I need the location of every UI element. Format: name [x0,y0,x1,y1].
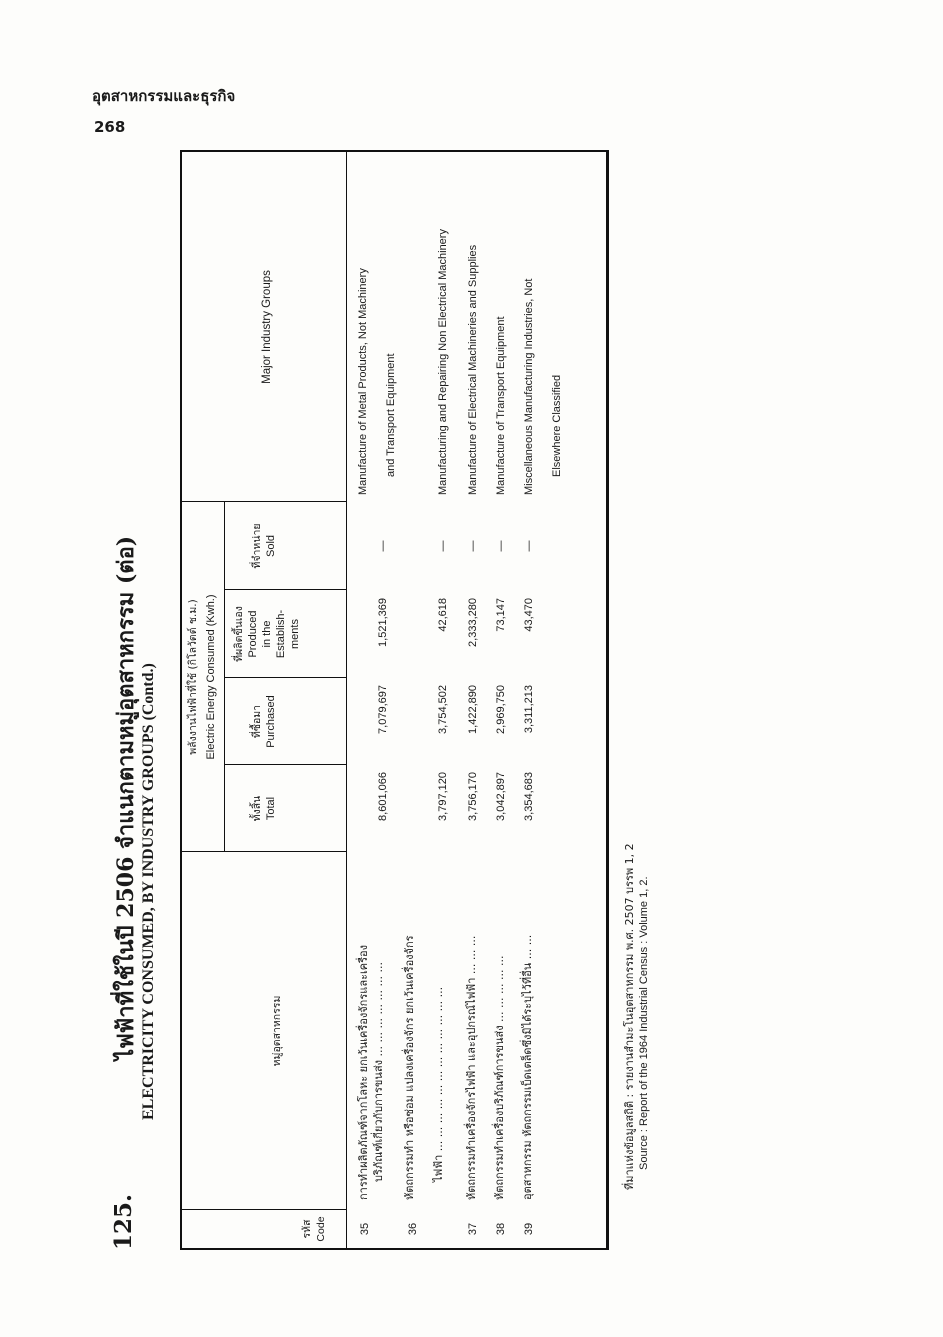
left-rule [180,1248,609,1250]
row-produced: 1,521,369 [377,598,389,647]
row-english-group: Manufacture of Transport Equipment [495,316,507,495]
header-total: ทั้งสิ้น Total [251,795,277,822]
row-purchased: 3,311,213 [523,685,535,734]
table-title-thai: ไฟฟ้าที่ใช้ในปี 2506 จำแนกตามหมู่อุตสาหกรรม (ต่อ) [113,535,139,1060]
row-english-group: Manufacturing and Repairing Non Electrical Machinery [437,229,449,495]
row-english-group: Miscellaneous Manufacturing Industries, Not Elsewhere Classified [523,278,563,495]
top-rule [180,150,182,1250]
row-code: 38 [495,1222,507,1236]
header-major-groups: Major Industry Groups [261,270,273,384]
row-produced: 73,147 [495,598,507,632]
row-sold: — [523,540,535,552]
col-rule [224,764,346,765]
right-rule [180,150,609,152]
bottom-rule [606,150,609,1250]
row-purchased: 2,969,750 [495,685,507,734]
header-group: หมู่อุตสาหกรรม [271,995,283,1067]
row-english-group: Manufacture of Electrical Machineries and Supplies [467,244,479,495]
running-header: อุตสาหกรรมและธุรกิจ [92,87,236,105]
row-english-group: Manufacture of Metal Products, Not Machinery and Transport Equipment [357,268,397,495]
data-table [180,150,610,1250]
header-code: รหัส Code [301,1216,327,1242]
header-energy-english: Electric Energy Consumed (Kwh.) [205,594,217,760]
row-thai-group: หัตถกรรมทำ หรือซ่อม แปลงเครื่องจักร ยกเว้นเครื่องจักร ไฟฟ้า ... ... ... ... ... ... ... ... ... ... ... ... [403,935,445,1200]
rotated-table-block [100,130,660,1250]
source-thai: ที่มาแห่งข้อมูลสถิติ : รายงานสำมะโนอุตสาหกรรม พ.ศ. 2507 บรรพ 1, 2 [623,843,636,1190]
row-code: 37 [467,1222,479,1236]
row-thai-group: อุตสาหกรรม หัตถกรรมเบ็ดเตล็ดซึ่งมิได้ระบุไว้ที่อื่น ... ... [521,934,534,1200]
table-title-english: ELECTRICITY CONSUMED, BY INDUSTRY GROUPS (Contd.) [140,663,157,1120]
row-total: 3,042,897 [495,772,507,821]
row-total: 3,354,683 [523,772,535,821]
row-code: 36 [407,1222,419,1236]
table-number: 125. [110,1193,137,1250]
row-total: 3,797,120 [437,772,449,821]
row-produced: 2,333,280 [467,598,479,647]
row-total: 3,756,170 [467,772,479,821]
row-sold: — [377,540,389,552]
row-produced: 42,618 [437,598,449,632]
source-english: Source : Report of the 1964 Industrial Census : Volume 1, 2. [638,876,650,1170]
row-thai-group: หัตถกรรมทำเครื่องจักรไฟฟ้า และอุปกรณ์ไฟฟ้า ... ... ... [465,935,478,1200]
row-sold: — [495,540,507,552]
row-code: 35 [359,1222,371,1236]
row-purchased: 7,079,697 [377,685,389,734]
header-purchased: ที่ซื้อมา Purchased [251,695,277,748]
row-sold: — [437,540,449,552]
header-energy-thai: พลังงานไฟฟ้าที่ใช้ (กิโลวัตต์ ช.ม.) [187,599,199,755]
row-thai-group: การทำผลิตภัณฑ์จากโลหะ ยกเว้นเครื่องจักรและเครื่อง บริภัณฑ์เกี่ยวกับการขนส่ง ... ... ... ... ... ... ... [357,945,385,1200]
row-sold: — [467,540,479,552]
header-divider [346,150,347,1250]
row-thai-group: หัตถกรรมทำเครื่องบริภัณฑ์การขนส่ง ... ... ... ... ... [493,955,506,1200]
row-purchased: 1,422,890 [467,685,479,734]
header-sold: ที่จำหน่าย Sold [251,523,277,569]
row-code: 39 [523,1222,535,1236]
page-number: 268 [94,118,126,136]
row-purchased: 3,754,502 [437,685,449,734]
header-produced: ที่ผลิตขึ้นเอง Produced in the Establish- ments [233,606,301,662]
row-produced: 43,470 [523,598,535,632]
row-total: 8,601,066 [377,772,389,821]
